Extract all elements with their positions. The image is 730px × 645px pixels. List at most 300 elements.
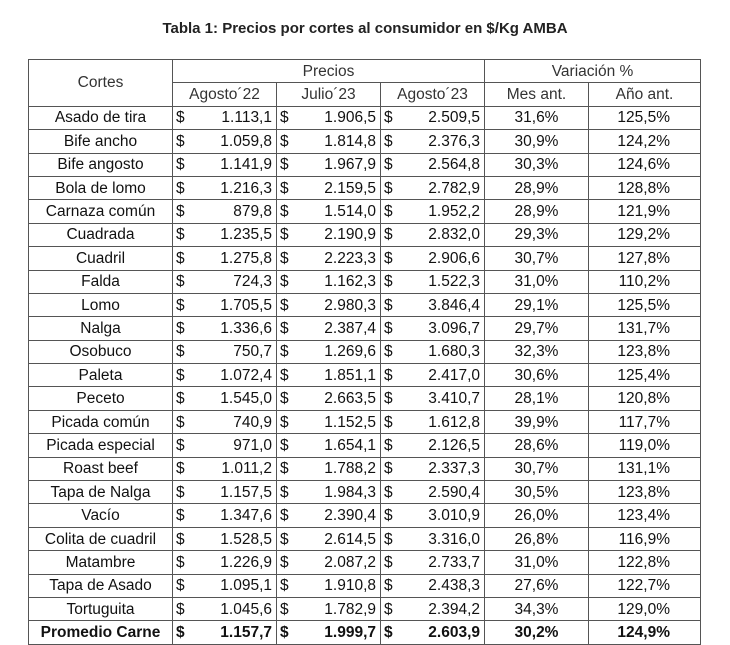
variation-mes-ant: 30,7%: [485, 457, 589, 480]
price-value: 2.387,4: [324, 319, 376, 337]
currency-sign: $: [384, 273, 393, 291]
table-row: [29, 410, 701, 433]
variation-anio-ant: 125,5%: [589, 293, 701, 316]
price-agosto-22: [173, 270, 277, 293]
variation-mes-ant: 26,8%: [485, 527, 589, 550]
currency-sign: $: [176, 296, 185, 314]
currency-sign: $: [280, 273, 289, 291]
header-cortes: Cortes: [29, 60, 173, 107]
table-row: [29, 481, 701, 504]
currency-sign: $: [176, 413, 185, 431]
currency-sign: $: [280, 507, 289, 525]
price-julio-23: [277, 153, 381, 176]
price-agosto-22: [173, 153, 277, 176]
price-table: [28, 59, 701, 645]
price-julio-23: [277, 621, 381, 644]
currency-sign: $: [384, 226, 393, 244]
price-julio-23: [277, 597, 381, 620]
variation-anio-ant: 116,9%: [589, 527, 701, 550]
cut-name: Carnaza común: [29, 200, 173, 223]
cut-name: Bife ancho: [29, 130, 173, 153]
price-agosto-23: [381, 551, 485, 574]
price-agosto-23: [381, 621, 485, 644]
header-agosto-22: Agosto´22: [173, 83, 277, 106]
price-agosto-23: [381, 597, 485, 620]
currency-sign: $: [176, 436, 185, 454]
price-agosto-22: [173, 364, 277, 387]
price-julio-23: [277, 317, 381, 340]
currency-sign: $: [384, 249, 393, 267]
variation-mes-ant: 30,2%: [485, 621, 589, 644]
currency-sign: $: [384, 132, 393, 150]
currency-sign: $: [384, 413, 393, 431]
currency-sign: $: [280, 132, 289, 150]
currency-sign: $: [384, 577, 393, 595]
variation-mes-ant: 29,3%: [485, 223, 589, 246]
table-row: [29, 176, 701, 199]
cut-name: Cuadrada: [29, 223, 173, 246]
price-agosto-22: [173, 551, 277, 574]
cut-name: Tapa de Asado: [29, 574, 173, 597]
price-value: 1.226,9: [220, 553, 272, 571]
table-row: [29, 293, 701, 316]
currency-sign: $: [280, 366, 289, 384]
price-value: 2.190,9: [324, 226, 376, 244]
price-julio-23: [277, 223, 381, 246]
price-agosto-23: [381, 200, 485, 223]
variation-anio-ant: 128,8%: [589, 176, 701, 199]
price-agosto-23: [381, 130, 485, 153]
price-agosto-23: [381, 247, 485, 270]
variation-anio-ant: 117,7%: [589, 410, 701, 433]
price-agosto-23: [381, 434, 485, 457]
price-value: 1.216,3: [220, 179, 272, 197]
variation-anio-ant: 124,6%: [589, 153, 701, 176]
price-value: 1.814,8: [324, 132, 376, 150]
currency-sign: $: [384, 296, 393, 314]
price-value: 2.733,7: [428, 553, 480, 571]
price-agosto-23: [381, 364, 485, 387]
table-row: [29, 597, 701, 620]
table-row: [29, 457, 701, 480]
price-value: 2.438,3: [428, 577, 480, 595]
price-agosto-22: [173, 574, 277, 597]
variation-anio-ant: 127,8%: [589, 247, 701, 270]
price-agosto-23: [381, 574, 485, 597]
price-agosto-22: [173, 410, 277, 433]
price-value: 1.011,2: [221, 460, 272, 478]
price-julio-23: [277, 130, 381, 153]
price-julio-23: [277, 387, 381, 410]
header-precios: Precios: [173, 60, 485, 83]
header-variacion: Variación %: [485, 60, 701, 83]
currency-sign: $: [176, 179, 185, 197]
cut-name: Bola de lomo: [29, 176, 173, 199]
currency-sign: $: [280, 203, 289, 221]
price-value: 1.984,3: [324, 483, 376, 501]
cut-name: Lomo: [29, 293, 173, 316]
currency-sign: $: [280, 179, 289, 197]
cut-name: Peceto: [29, 387, 173, 410]
price-agosto-23: [381, 387, 485, 410]
currency-sign: $: [176, 249, 185, 267]
price-julio-23: [277, 410, 381, 433]
cut-name: Asado de tira: [29, 106, 173, 129]
price-value: 3.316,0: [428, 530, 480, 548]
cut-name: Bife angosto: [29, 153, 173, 176]
header-julio-23: Julio´23: [277, 83, 381, 106]
price-agosto-22: [173, 293, 277, 316]
variation-mes-ant: 31,0%: [485, 270, 589, 293]
variation-anio-ant: 123,8%: [589, 340, 701, 363]
variation-mes-ant: 28,9%: [485, 200, 589, 223]
currency-sign: $: [176, 273, 185, 291]
currency-sign: $: [176, 366, 185, 384]
price-agosto-23: [381, 153, 485, 176]
variation-anio-ant: 123,8%: [589, 481, 701, 504]
variation-mes-ant: 30,7%: [485, 247, 589, 270]
variation-mes-ant: 28,6%: [485, 434, 589, 457]
table-row: [29, 106, 701, 129]
price-agosto-22: [173, 597, 277, 620]
variation-mes-ant: 29,7%: [485, 317, 589, 340]
variation-mes-ant: 30,3%: [485, 153, 589, 176]
price-value: 1.522,3: [428, 273, 480, 291]
price-value: 2.159,5: [324, 179, 376, 197]
variation-mes-ant: 31,6%: [485, 106, 589, 129]
variation-mes-ant: 32,3%: [485, 340, 589, 363]
price-agosto-22: [173, 504, 277, 527]
price-agosto-23: [381, 457, 485, 480]
variation-mes-ant: 27,6%: [485, 574, 589, 597]
price-agosto-23: [381, 340, 485, 363]
currency-sign: $: [384, 156, 393, 174]
variation-anio-ant: 125,5%: [589, 106, 701, 129]
currency-sign: $: [280, 483, 289, 501]
cut-name: Vacío: [29, 504, 173, 527]
price-value: 3.846,4: [428, 296, 480, 314]
cut-name: Colita de cuadril: [29, 527, 173, 550]
price-value: 2.126,5: [428, 436, 480, 454]
price-agosto-22: [173, 247, 277, 270]
cut-name: Tortuguita: [29, 597, 173, 620]
table-title: Tabla 1: Precios por cortes al consumidor en $/Kg AMBA: [162, 20, 568, 37]
price-agosto-23: [381, 527, 485, 550]
price-value: 3.010,9: [428, 507, 480, 525]
currency-sign: $: [176, 530, 185, 548]
price-agosto-22: [173, 176, 277, 199]
variation-mes-ant: 29,1%: [485, 293, 589, 316]
price-value: 2.906,6: [428, 249, 480, 267]
table-row: [29, 434, 701, 457]
cut-name: Falda: [29, 270, 173, 293]
price-value: 1.705,5: [220, 296, 272, 314]
price-julio-23: [277, 270, 381, 293]
price-value: 1.788,2: [324, 460, 376, 478]
currency-sign: $: [384, 109, 393, 127]
currency-sign: $: [176, 460, 185, 478]
table-row: [29, 504, 701, 527]
price-value: 1.654,1: [324, 436, 376, 454]
variation-anio-ant: 125,4%: [589, 364, 701, 387]
price-agosto-23: [381, 223, 485, 246]
price-value: 1.045,6: [220, 600, 272, 618]
header-mes-ant: Mes ant.: [485, 83, 589, 106]
price-value: 2.603,9: [428, 624, 480, 642]
variation-anio-ant: 123,4%: [589, 504, 701, 527]
currency-sign: $: [384, 507, 393, 525]
price-value: 2.590,4: [428, 483, 480, 501]
currency-sign: $: [280, 600, 289, 618]
price-value: 2.614,5: [324, 530, 376, 548]
price-agosto-22: [173, 317, 277, 340]
price-julio-23: [277, 364, 381, 387]
price-value: 1.336,6: [220, 319, 272, 337]
header-agosto-23: Agosto´23: [381, 83, 485, 106]
price-value: 2.376,3: [428, 132, 480, 150]
variation-mes-ant: 26,0%: [485, 504, 589, 527]
price-value: 1.152,5: [324, 413, 376, 431]
cut-name: Promedio Carne: [29, 621, 173, 644]
currency-sign: $: [280, 413, 289, 431]
price-julio-23: [277, 504, 381, 527]
price-julio-23: [277, 574, 381, 597]
price-agosto-23: [381, 317, 485, 340]
price-value: 750,7: [233, 343, 272, 361]
variation-anio-ant: 129,0%: [589, 597, 701, 620]
table-row: [29, 270, 701, 293]
currency-sign: $: [176, 507, 185, 525]
variation-anio-ant: 129,2%: [589, 223, 701, 246]
variation-anio-ant: 124,9%: [589, 621, 701, 644]
variation-mes-ant: 30,5%: [485, 481, 589, 504]
header-anio-ant: Año ant.: [589, 83, 701, 106]
price-value: 1.157,5: [220, 483, 272, 501]
variation-anio-ant: 122,8%: [589, 551, 701, 574]
currency-sign: $: [176, 600, 185, 618]
price-value: 2.337,3: [428, 460, 480, 478]
table-row: [29, 551, 701, 574]
price-value: 879,8: [233, 203, 272, 221]
currency-sign: $: [280, 460, 289, 478]
cut-name: Matambre: [29, 551, 173, 574]
price-agosto-23: [381, 481, 485, 504]
price-julio-23: [277, 293, 381, 316]
price-value: 1.269,6: [324, 343, 376, 361]
price-value: 1.095,1: [220, 577, 272, 595]
price-value: 2.087,2: [324, 553, 376, 571]
price-value: 1.545,0: [220, 390, 272, 408]
price-value: 2.394,2: [428, 600, 480, 618]
currency-sign: $: [384, 553, 393, 571]
price-value: 1.906,5: [324, 109, 376, 127]
cut-name: Osobuco: [29, 340, 173, 363]
table-row: [29, 364, 701, 387]
table-row: [29, 153, 701, 176]
price-agosto-22: [173, 527, 277, 550]
currency-sign: $: [176, 390, 185, 408]
price-agosto-23: [381, 106, 485, 129]
price-value: 2.782,9: [428, 179, 480, 197]
currency-sign: $: [176, 203, 185, 221]
price-value: 2.564,8: [428, 156, 480, 174]
price-value: 3.096,7: [428, 319, 480, 337]
price-julio-23: [277, 551, 381, 574]
currency-sign: $: [280, 390, 289, 408]
price-value: 1.528,5: [220, 530, 272, 548]
price-value: 1.113,1: [221, 109, 272, 127]
price-julio-23: [277, 457, 381, 480]
currency-sign: $: [384, 319, 393, 337]
currency-sign: $: [280, 226, 289, 244]
table-row: [29, 340, 701, 363]
table-row: [29, 387, 701, 410]
price-julio-23: [277, 200, 381, 223]
price-agosto-23: [381, 176, 485, 199]
price-agosto-22: [173, 434, 277, 457]
variation-mes-ant: 30,9%: [485, 130, 589, 153]
currency-sign: $: [176, 132, 185, 150]
price-value: 1.782,9: [324, 600, 376, 618]
variation-anio-ant: 124,2%: [589, 130, 701, 153]
cut-name: Roast beef: [29, 457, 173, 480]
currency-sign: $: [280, 577, 289, 595]
price-agosto-22: [173, 457, 277, 480]
cut-name: Picada especial: [29, 434, 173, 457]
variation-mes-ant: 28,9%: [485, 176, 589, 199]
currency-sign: $: [384, 624, 393, 642]
currency-sign: $: [280, 530, 289, 548]
cut-name: Picada común: [29, 410, 173, 433]
price-value: 2.509,5: [428, 109, 480, 127]
currency-sign: $: [176, 553, 185, 571]
price-agosto-23: [381, 270, 485, 293]
price-value: 1.141,9: [220, 156, 272, 174]
table-row: [29, 317, 701, 340]
table-body: [29, 106, 701, 644]
currency-sign: $: [384, 203, 393, 221]
variation-mes-ant: 34,3%: [485, 597, 589, 620]
variation-mes-ant: 28,1%: [485, 387, 589, 410]
currency-sign: $: [176, 109, 185, 127]
variation-mes-ant: 30,6%: [485, 364, 589, 387]
variation-anio-ant: 121,9%: [589, 200, 701, 223]
currency-sign: $: [384, 436, 393, 454]
table-row: [29, 527, 701, 550]
price-julio-23: [277, 247, 381, 270]
price-value: 1.967,9: [324, 156, 376, 174]
variation-anio-ant: 131,7%: [589, 317, 701, 340]
price-value: 1.680,3: [428, 343, 480, 361]
price-value: 2.663,5: [324, 390, 376, 408]
currency-sign: $: [384, 179, 393, 197]
table-row: [29, 247, 701, 270]
price-agosto-23: [381, 293, 485, 316]
table-row: [29, 223, 701, 246]
variation-anio-ant: 120,8%: [589, 387, 701, 410]
currency-sign: $: [176, 226, 185, 244]
currency-sign: $: [176, 319, 185, 337]
price-value: 2.980,3: [324, 296, 376, 314]
cut-name: Nalga: [29, 317, 173, 340]
price-agosto-22: [173, 130, 277, 153]
price-value: 724,3: [233, 273, 272, 291]
cut-name: Paleta: [29, 364, 173, 387]
price-agosto-23: [381, 410, 485, 433]
table-row: [29, 130, 701, 153]
currency-sign: $: [176, 483, 185, 501]
price-value: 1.851,1: [324, 366, 376, 384]
cut-name: Cuadril: [29, 247, 173, 270]
currency-sign: $: [384, 600, 393, 618]
price-julio-23: [277, 481, 381, 504]
currency-sign: $: [176, 577, 185, 595]
currency-sign: $: [384, 530, 393, 548]
currency-sign: $: [176, 156, 185, 174]
variation-anio-ant: 131,1%: [589, 457, 701, 480]
price-agosto-22: [173, 387, 277, 410]
currency-sign: $: [280, 109, 289, 127]
price-value: 1.952,2: [428, 203, 480, 221]
currency-sign: $: [280, 553, 289, 571]
price-value: 1.347,6: [220, 507, 272, 525]
price-value: 1.275,8: [220, 249, 272, 267]
price-agosto-22: [173, 223, 277, 246]
price-agosto-22: [173, 106, 277, 129]
price-value: 1.514,0: [324, 203, 376, 221]
price-agosto-22: [173, 340, 277, 363]
price-julio-23: [277, 527, 381, 550]
price-value: 2.390,4: [324, 507, 376, 525]
price-value: 1.059,8: [220, 132, 272, 150]
currency-sign: $: [384, 390, 393, 408]
price-value: 1.162,3: [324, 273, 376, 291]
currency-sign: $: [384, 366, 393, 384]
currency-sign: $: [280, 156, 289, 174]
price-julio-23: [277, 176, 381, 199]
currency-sign: $: [280, 436, 289, 454]
price-value: 1.235,5: [220, 226, 272, 244]
price-value: 2.417,0: [428, 366, 480, 384]
table-row: [29, 200, 701, 223]
price-value: 1.612,8: [428, 413, 480, 431]
variation-anio-ant: 122,7%: [589, 574, 701, 597]
currency-sign: $: [280, 624, 289, 642]
price-value: 2.832,0: [428, 226, 480, 244]
price-value: 1.999,7: [324, 624, 376, 642]
price-value: 1.072,4: [220, 366, 272, 384]
header-row-1: [29, 60, 701, 83]
price-value: 3.410,7: [428, 390, 480, 408]
price-agosto-23: [381, 504, 485, 527]
price-agosto-22: [173, 621, 277, 644]
price-julio-23: [277, 106, 381, 129]
variation-anio-ant: 119,0%: [589, 434, 701, 457]
price-julio-23: [277, 434, 381, 457]
currency-sign: $: [384, 483, 393, 501]
variation-mes-ant: 31,0%: [485, 551, 589, 574]
table-row: [29, 574, 701, 597]
total-row: [29, 621, 701, 644]
currency-sign: $: [280, 249, 289, 267]
price-value: 740,9: [233, 413, 272, 431]
currency-sign: $: [280, 296, 289, 314]
variation-mes-ant: 39,9%: [485, 410, 589, 433]
cut-name: Tapa de Nalga: [29, 481, 173, 504]
price-julio-23: [277, 340, 381, 363]
currency-sign: $: [176, 343, 185, 361]
price-value: 1.910,8: [324, 577, 376, 595]
